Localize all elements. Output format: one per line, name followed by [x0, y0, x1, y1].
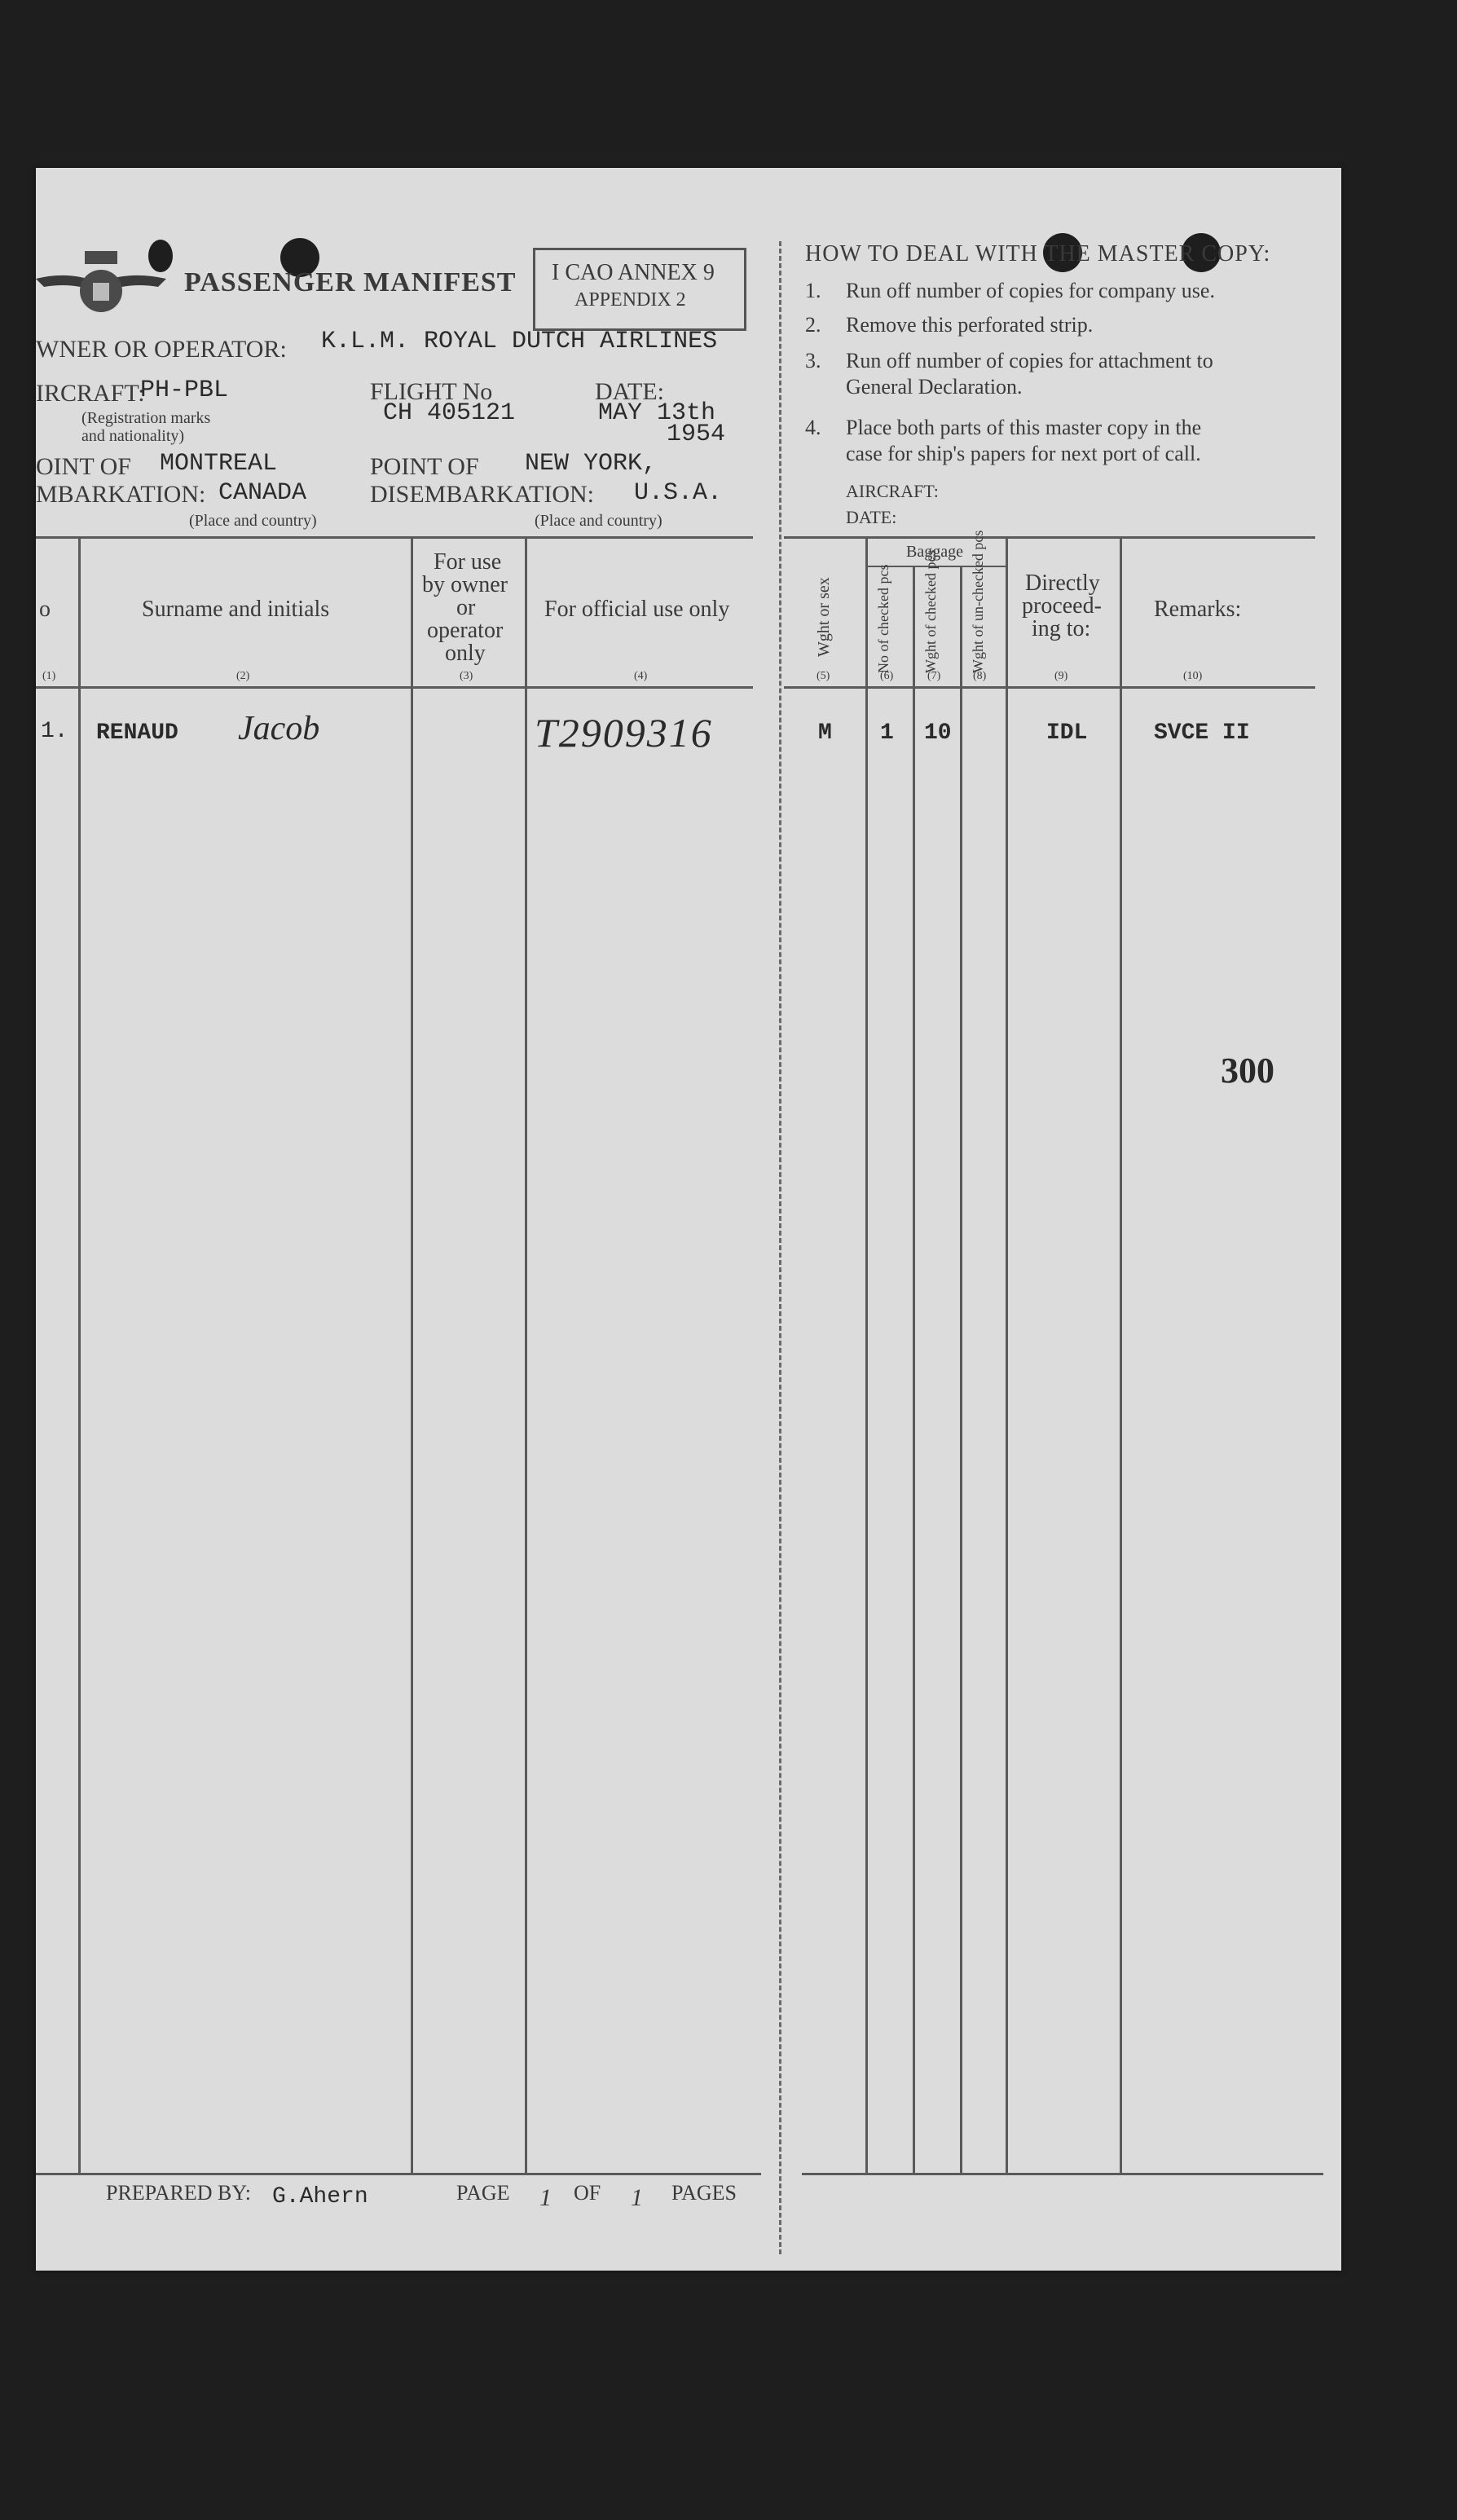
col-checked-pcs-header: No of checked pcs — [875, 564, 891, 673]
aircraft-value: PH-PBL — [140, 377, 229, 404]
flight-label: FLIGHT No — [370, 378, 493, 405]
checked-pieces: 1 — [880, 720, 894, 746]
column-divider — [525, 536, 527, 2173]
form-title: PASSENGER MANIFEST — [184, 267, 517, 297]
embarkation-place: MONTREAL — [160, 450, 278, 478]
instruction-text-3b: General Declaration. — [846, 375, 1023, 399]
proceeding-to: IDL — [1046, 720, 1088, 746]
column-divider — [411, 536, 413, 2173]
col-owner-use-4: operator — [427, 618, 504, 643]
col-official-header: For official use only — [544, 597, 730, 622]
table-top-rule — [36, 536, 753, 539]
col-number: (1) — [42, 670, 56, 682]
col-checked-wght-header: Wght of checked pcs — [922, 549, 939, 673]
col-unchecked-wght-header: Wght of un-checked pcs — [970, 530, 986, 673]
airline-logo-icon — [36, 246, 166, 319]
col-owner-use-2: by owner — [422, 572, 508, 597]
column-divider — [913, 566, 915, 2173]
passenger-sex: M — [818, 720, 832, 746]
col-number: (8) — [973, 670, 987, 682]
col-number: (7) — [927, 670, 941, 682]
instructions-date-label: DATE: — [846, 507, 897, 527]
column-divider — [960, 566, 962, 2173]
embarkation-country: CANADA — [218, 479, 307, 507]
col-owner-use-1: For use — [434, 549, 502, 575]
disembarkation-label-2: DISEMBARKATION: — [370, 481, 595, 508]
aircraft-note-1: (Registration marks — [81, 409, 211, 427]
col-proceeding-3: ing to: — [1032, 616, 1091, 641]
owner-label: WNER OR OPERATOR: — [36, 336, 287, 363]
disembarkation-country: U.S.A. — [634, 479, 723, 507]
perforation-line — [779, 241, 781, 2254]
instruction-text-3: Run off number of copies for attachment to — [846, 349, 1213, 372]
aircraft-label: IRCRAFT: — [36, 380, 145, 407]
table-header-rule — [36, 686, 753, 689]
column-divider — [1006, 536, 1008, 2173]
embarkation-label-2: MBARKATION: — [36, 481, 206, 508]
disembarkation-place: NEW YORK, — [525, 450, 658, 478]
instruction-text-4: Place both parts of this master copy in the — [846, 416, 1202, 439]
annex-box — [533, 248, 746, 331]
aircraft-note-2: and nationality) — [81, 427, 185, 445]
col-number: (2) — [236, 670, 250, 682]
column-divider — [865, 536, 868, 2173]
col-number: (10) — [1183, 670, 1203, 682]
official-number: T2909316 — [535, 710, 713, 756]
flight-value: CH 405121 — [383, 399, 516, 427]
col-surname-header: Surname and initials — [142, 597, 330, 622]
col-baggage-header: Baggage — [906, 543, 963, 561]
pages-label: PAGES — [671, 2181, 737, 2205]
col-number: (3) — [460, 670, 473, 682]
col-sex-header: Wght or sex — [815, 577, 833, 657]
date-value-2: 1954 — [667, 421, 726, 448]
col-no-header: o — [39, 597, 51, 622]
disembarkation-note: (Place and country) — [535, 512, 662, 530]
row-number: 1. — [41, 719, 68, 744]
instructions-aircraft-label: AIRCRAFT: — [846, 481, 939, 501]
table-top-rule-right — [784, 536, 1315, 539]
instruction-num-1: 1. — [805, 279, 821, 302]
owner-value: K.L.M. ROYAL DUTCH AIRLINES — [321, 328, 718, 355]
disembarkation-label-1: POINT OF — [370, 453, 479, 480]
stamp-number: 300 — [1221, 1051, 1274, 1090]
instruction-num-3: 3. — [805, 349, 821, 372]
col-remarks-header: Remarks: — [1154, 597, 1242, 622]
col-owner-use-5: only — [445, 641, 486, 666]
date-value-1: MAY 13th — [598, 399, 716, 427]
instruction-text-2: Remove this perforated strip. — [846, 313, 1094, 337]
instruction-text-4b: case for ship's papers for next port of call. — [846, 442, 1201, 465]
column-divider — [78, 536, 81, 2173]
table-header-rule-right — [784, 686, 1315, 689]
column-divider — [1120, 536, 1122, 2173]
embarkation-note: (Place and country) — [189, 512, 317, 530]
remarks-value: SVCE II — [1154, 720, 1250, 746]
instruction-num-2: 2. — [805, 313, 821, 337]
col-proceeding-2: proceed- — [1022, 593, 1102, 619]
prepared-by-value: G.Ahern — [272, 2184, 368, 2209]
table-bottom-rule — [36, 2173, 761, 2175]
passenger-surname: RENAUD — [96, 720, 178, 746]
instructions-title: HOW TO DEAL WITH THE MASTER COPY: — [805, 241, 1271, 267]
col-number: (9) — [1054, 670, 1068, 682]
col-number: (4) — [634, 670, 648, 682]
annex-line2: APPENDIX 2 — [574, 289, 686, 311]
col-number: (5) — [817, 670, 830, 682]
instruction-text-1: Run off number of copies for company use. — [846, 279, 1215, 302]
of-label: OF — [574, 2181, 601, 2205]
passenger-handwritten-name: Jacob — [238, 710, 320, 747]
prepared-by-label: PREPARED BY: — [106, 2181, 251, 2205]
annex-line1: I CAO ANNEX 9 — [552, 260, 715, 285]
checked-weight: 10 — [924, 720, 952, 746]
col-number: (6) — [880, 670, 894, 682]
date-label: DATE: — [595, 378, 664, 405]
table-bottom-rule-right — [802, 2173, 1323, 2175]
col-owner-use-3: or — [456, 595, 476, 620]
manifest-sheet — [36, 168, 1341, 2271]
embarkation-label-1: OINT OF — [36, 453, 131, 480]
page-number: 1 — [539, 2184, 552, 2211]
of-number: 1 — [631, 2184, 643, 2211]
page-label: PAGE — [456, 2181, 510, 2205]
instruction-num-4: 4. — [805, 416, 821, 439]
col-proceeding-1: Directly — [1025, 571, 1100, 596]
